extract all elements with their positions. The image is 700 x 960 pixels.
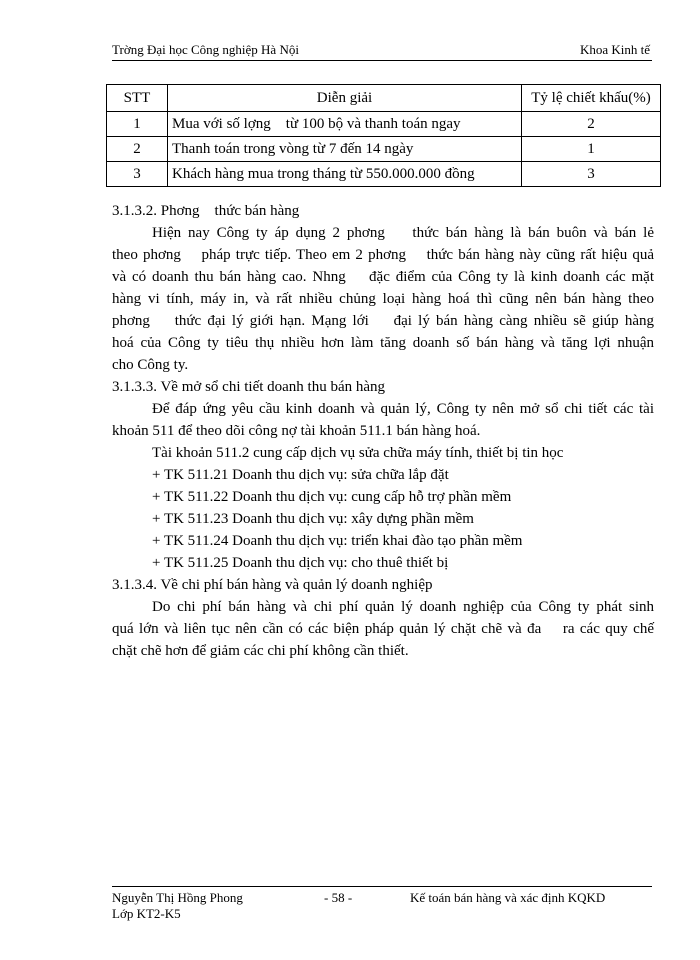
header-school: Trờng Đại học Công nghiệp Hà Nội	[112, 42, 299, 57]
section-heading: 3.1.3.4. Về chi phí bán hàng và quản lý doanh nghiệp	[112, 577, 433, 593]
list-item: + TK 511.23 Doanh thu dịch vụ: xây dựng phần mềm	[152, 511, 474, 527]
footer-title: Kế toán bán hàng và xác định KQKD	[410, 890, 606, 905]
section-heading: 3.1.3.2. Phơng thức bán hàng	[112, 203, 300, 219]
row-stt: 2	[107, 137, 168, 162]
footer-class: Lớp KT2-K5	[112, 906, 181, 921]
row-description: Mua với số lợng từ 100 bộ và thanh toán ngay	[168, 112, 522, 137]
page-number: - 58 -	[324, 890, 353, 905]
paragraph-line: Do chi phí bán hàng và chi phí quản lý doanh nghiệp của Công ty phát sinh	[152, 599, 654, 615]
row-description: Thanh toán trong vòng từ 7 đến 14 ngày	[168, 137, 522, 162]
paragraph-line: và có doanh thu bán hàng cao. Nhng đặc điểm của Công ty là kinh doanh các mặt	[112, 269, 654, 285]
row-stt: 1	[107, 112, 168, 137]
table-row	[107, 137, 661, 162]
list-item: + TK 511.21 Doanh thu dịch vụ: sửa chữa lắp đặt	[152, 467, 449, 483]
paragraph-line: Tài khoản 511.2 cung cấp dịch vụ sửa chữa máy tính, thiết bị tin học	[152, 445, 564, 461]
discount-table	[106, 84, 661, 187]
header-faculty: Khoa Kinh tế	[579, 42, 650, 57]
row-rate: 1	[522, 137, 661, 162]
header-discount-rate: Tỷ lệ chiết khấu(%)	[522, 85, 661, 112]
row-stt: 3	[107, 162, 168, 187]
paragraph-line: Để đáp ứng yêu cầu kinh doanh và quản lý, Công ty nên mở sổ chi tiết các tài	[152, 401, 654, 417]
row-rate: 3	[522, 162, 661, 187]
page-header	[112, 40, 652, 62]
row-description: Khách hàng mua trong tháng từ 550.000.000 đồng	[168, 162, 522, 187]
paragraph-line: phơng thức đại lý giới hạn. Mạng lới đại lý bán hàng càng nhiều sẽ giúp hàng	[112, 313, 654, 329]
list-item: + TK 511.24 Doanh thu dịch vụ: triển khai đào tạo phần mềm	[152, 533, 523, 549]
footer-author: Nguyễn Thị Hồng Phong	[112, 890, 243, 905]
paragraph-line: cho Công ty.	[112, 357, 189, 373]
paragraph-line: chặt chẽ hơn để giảm các chi phí không cần thiết.	[112, 643, 409, 659]
header-divider	[112, 60, 652, 61]
paragraph-line: hoá của Công ty tiêu thụ nhiều hơn làm tăng doanh số bán hàng và tăng lợi nhuận	[112, 335, 654, 351]
header-stt: STT	[107, 85, 168, 112]
header-description: Diễn giải	[168, 85, 522, 112]
paragraph-line: quá lớn và liên tục nên cần có các biện pháp quản lý chặt chẽ và đa ra các quy chế	[112, 621, 654, 637]
paragraph-line: hàng vi tính, máy in, và rất nhiều chủng loại hàng hoá thì cũng nên bán hàng theo	[112, 291, 654, 307]
paragraph-line: khoản 511 để theo dõi công nợ tài khoản 511.1 bán hàng hoá.	[112, 423, 481, 439]
list-item: + TK 511.25 Doanh thu dịch vụ: cho thuê thiết bị	[152, 555, 449, 571]
table-row	[107, 162, 661, 187]
paragraph-line: theo phơng pháp trực tiếp. Theo em 2 phơng thức bán hàng này cũng rất hiệu quả	[112, 247, 654, 263]
table-header-row	[107, 85, 661, 112]
paragraph-line: Hiện nay Công ty áp dụng 2 phơng thức bán hàng là bán buôn và bán lẻ	[152, 225, 654, 241]
footer-divider	[112, 886, 652, 887]
table-row	[107, 112, 661, 137]
section-heading: 3.1.3.3. Về mở sổ chi tiết doanh thu bán hàng	[112, 379, 386, 395]
list-item: + TK 511.22 Doanh thu dịch vụ: cung cấp hỗ trợ phần mềm	[152, 489, 512, 505]
row-rate: 2	[522, 112, 661, 137]
